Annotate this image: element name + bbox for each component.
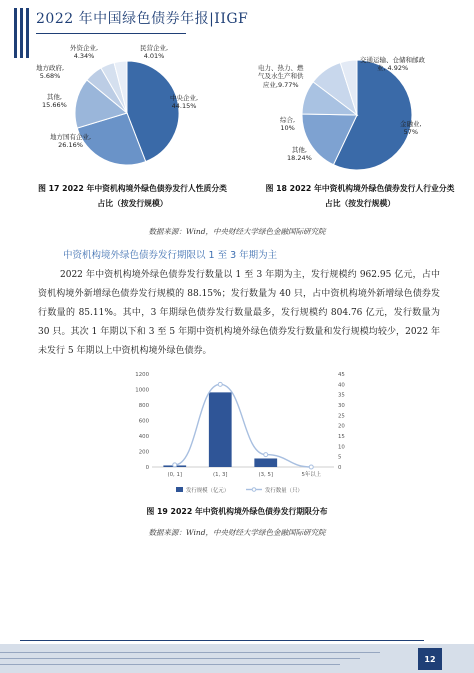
figure-17-caption: 图 17 2022 年中资机构境外绿色债券发行人性质分类 占比（按发行规模） xyxy=(38,184,227,208)
right-axis-tick-label: 20 xyxy=(338,423,345,430)
legend-swatch-bar xyxy=(176,487,183,492)
line-point-issuance-count xyxy=(264,453,268,457)
pie2-label-electricity: 电力、热力、燃 气及水生产和供 应业,9.77% xyxy=(258,64,304,89)
legend-label-bar: 发行规模（亿元） xyxy=(186,488,230,494)
document-title: 2022 年中国绿色债券年报|IIGF xyxy=(36,11,249,27)
pie1-label-local-gov: 地方政府, 5.68% xyxy=(36,64,65,81)
pie1-label-private: 民营企业, 4.01% xyxy=(140,44,169,61)
legend-label-line: 发行数量（只） xyxy=(265,488,303,494)
pie-chart-issuer-industry xyxy=(300,58,414,172)
pie1-label-central: 中央企业, 44.15% xyxy=(170,94,199,111)
line-point-issuance-count xyxy=(309,465,313,469)
line-issuance-count xyxy=(175,384,312,467)
pie1-label-local-soe: 地方国有企业, 26.16% xyxy=(50,133,92,150)
x-axis-tick-label: 5年以上 xyxy=(301,472,322,478)
term-distribution-chart xyxy=(128,368,360,502)
pie2-label-finance: 金融业, 57% xyxy=(400,120,422,137)
footer-rule xyxy=(20,640,424,641)
x-axis-tick-label: (1, 3] xyxy=(213,472,228,478)
pie2-label-transport: 交通运输、仓储和邮政 业, 4.92% xyxy=(360,56,425,73)
footer-band xyxy=(0,644,474,673)
pie2-label-comprehensive: 综合, 10% xyxy=(280,116,296,133)
legend-swatch-line-marker xyxy=(252,488,256,492)
figure-18-caption: 图 18 2022 年中资机构境外绿色债券发行人行业分类 占比（按发行规模） xyxy=(265,184,455,208)
bar-issuance-amount xyxy=(209,392,232,467)
figure-17-18-source: 数据来源：Wind，中央财经大学绿色金融国际研究院 xyxy=(148,227,326,236)
pie1-label-other: 其他, 15.66% xyxy=(42,93,67,110)
left-axis-tick-label: 400 xyxy=(138,434,149,440)
right-axis-tick-label: 10 xyxy=(338,444,345,451)
right-axis-tick-label: 25 xyxy=(338,413,345,420)
left-axis-tick-label: 1000 xyxy=(135,387,149,394)
right-axis-tick-label: 0 xyxy=(338,465,342,471)
bar-issuance-amount xyxy=(254,458,277,467)
right-axis-tick-label: 45 xyxy=(338,372,345,378)
right-axis-tick-label: 40 xyxy=(338,382,345,389)
line-point-issuance-count xyxy=(173,463,177,467)
right-axis-tick-label: 5 xyxy=(338,454,342,461)
pie1-label-foreign: 外资企业, 4.34% xyxy=(70,44,99,61)
left-axis-tick-label: 600 xyxy=(138,418,149,425)
right-axis-tick-label: 35 xyxy=(338,392,345,399)
header-rule xyxy=(36,33,186,34)
left-axis-tick-label: 0 xyxy=(145,465,149,471)
left-axis-tick-label: 800 xyxy=(138,403,149,409)
x-axis-tick-label: (3, 5] xyxy=(258,472,273,478)
body-paragraph: 2022 年中资机构境外绿色债券发行数量以 1 至 3 年期为主，发行规模约 962.95 亿元，占中资机构境外新增绿色债券发行规模的 88.15%；发行数量为 40 只，占中资机构境外新增绿色债券发行数量的 85.11%。其中，3 年期绿色债券发行数量最多，发行规模约 804.76 亿元，发行数量为 30 只。其次 1 年期以下和 3 至 5 年期中资机构境外绿色债券发行数量和发行规模均较少，2022 年未发行 5 年期以上中资机构境外绿色债券。 xyxy=(38,270,440,356)
left-axis-tick-label: 1200 xyxy=(135,372,149,378)
pie2-label-other: 其他, 18.24% xyxy=(287,146,312,163)
right-axis-tick-label: 15 xyxy=(338,434,345,440)
line-point-issuance-count xyxy=(218,382,222,386)
page-number: 12 xyxy=(418,648,442,670)
right-axis-tick-label: 30 xyxy=(338,403,345,409)
pie-chart-issuer-nature xyxy=(72,58,182,168)
left-axis-tick-label: 200 xyxy=(138,449,149,456)
section-heading: 中资机构境外绿色债券发行期限以 1 至 3 年期为主 xyxy=(63,250,278,261)
figure-19-source: 数据来源：Wind，中央财经大学绿色金融国际研究院 xyxy=(148,528,326,537)
x-axis-tick-label: (0, 1] xyxy=(167,472,182,478)
figure-19-caption: 图 19 2022 年中资机构境外绿色债券发行期限分布 xyxy=(146,507,328,516)
